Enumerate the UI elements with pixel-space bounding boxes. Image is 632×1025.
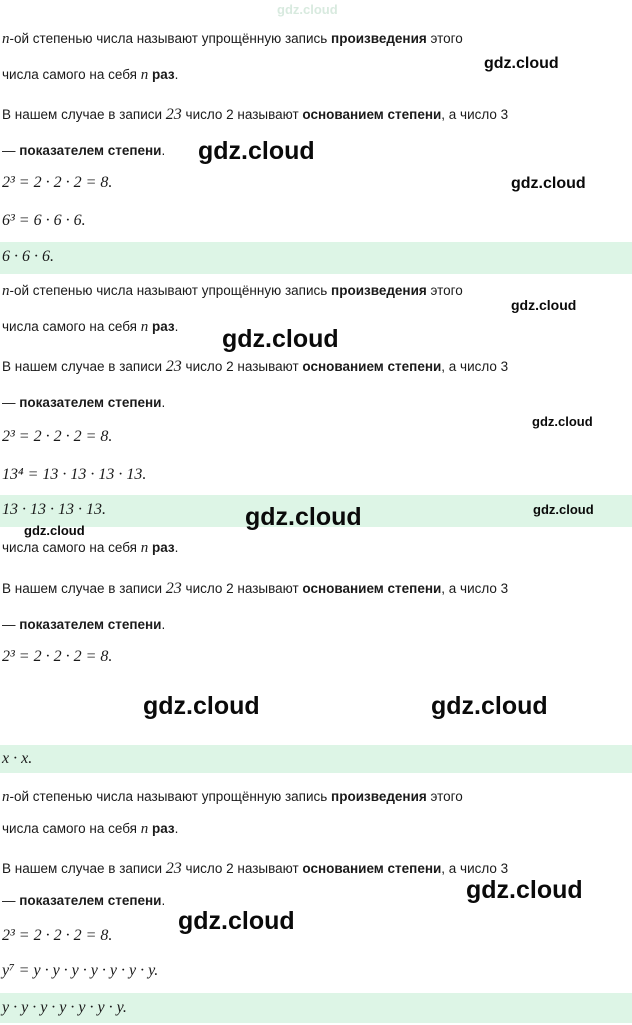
case-text-mid: число 2 называют xyxy=(181,107,303,122)
answer-2: 13 · 13 · 13 · 13. xyxy=(2,501,106,518)
power-expression: 23 xyxy=(165,106,182,123)
watermark-12: gdz.cloud xyxy=(466,876,583,904)
case2-dash: — xyxy=(2,617,20,632)
case-text-pre: В нашем случае в записи xyxy=(2,359,166,374)
case2-post: . xyxy=(161,617,166,632)
definition-line-2-b2 xyxy=(2,312,178,342)
watermark-1: gdz.cloud xyxy=(484,55,559,72)
variable-n: n xyxy=(140,821,149,837)
case2-bold: показателем степени xyxy=(19,617,162,632)
definition2-text-pre: числа самого на себя xyxy=(2,319,141,334)
watermark-13: gdz.cloud xyxy=(178,907,295,935)
power-expression: 23 xyxy=(165,358,182,375)
definition-line-2 xyxy=(2,60,178,90)
answer-4: y · y · y · y · y · y · y. xyxy=(2,999,127,1016)
definition-text-post: этого xyxy=(426,283,463,298)
watermark-2: gdz.cloud xyxy=(198,137,315,165)
definition2-text-post: . xyxy=(174,821,179,836)
definition2-text-pre: числа самого на себя xyxy=(2,821,141,836)
case2-bold: показателем степени xyxy=(19,395,162,410)
case-text-mid: число 2 называют xyxy=(181,581,303,596)
equation-1-1: 2³ = 2 · 2 · 2 = 8. xyxy=(2,174,113,191)
case2-post: . xyxy=(161,893,166,908)
definition2-text-bold: раз xyxy=(151,67,175,82)
definition-text-bold: произведения xyxy=(331,283,427,298)
definition-text-bold: произведения xyxy=(331,789,427,804)
watermark-9: gdz.cloud xyxy=(24,523,85,538)
watermark-7: gdz.cloud xyxy=(533,502,594,517)
definition-line-1-b2 xyxy=(2,276,463,306)
case-text-post: , а число 3 xyxy=(441,861,509,876)
definition-line-2-b3 xyxy=(2,533,178,563)
definition-text-pre: -ой степенью числа называют упрощённую запись xyxy=(9,283,332,298)
definition-text-bold: произведения xyxy=(331,31,427,46)
case2-post: . xyxy=(161,395,166,410)
case2-dash: — xyxy=(2,395,20,410)
power-expression: 23 xyxy=(165,860,182,877)
case-text-post: , а число 3 xyxy=(441,581,509,596)
definition2-text-post: . xyxy=(174,67,179,82)
case2-dash: — xyxy=(2,893,20,908)
case-line-2-b2 xyxy=(2,388,165,418)
definition-line-2-b4 xyxy=(2,814,178,844)
watermark-6: gdz.cloud xyxy=(532,414,593,429)
case-line-2-b4 xyxy=(2,886,165,916)
case-line-1-b4 xyxy=(2,854,508,884)
watermark-5: gdz.cloud xyxy=(222,325,339,353)
variable-n: n xyxy=(2,31,10,47)
definition-text-post: этого xyxy=(426,31,463,46)
variable-n: n xyxy=(140,540,149,556)
case-line-1-b3 xyxy=(2,574,508,604)
answer-band-3 xyxy=(0,745,632,773)
definition2-text-post: . xyxy=(174,319,179,334)
equation-2-2: 13⁴ = 13 · 13 · 13 · 13. xyxy=(2,466,147,483)
case2-bold: показателем степени xyxy=(19,893,162,908)
case-text-mid: число 2 называют xyxy=(181,861,303,876)
definition2-text-bold: раз xyxy=(151,821,175,836)
watermark-11: gdz.cloud xyxy=(431,692,548,720)
variable-n: n xyxy=(2,283,10,299)
equation-4-2: y⁷ = y · y · y · y · y · y · y. xyxy=(2,962,159,979)
definition-text-post: этого xyxy=(426,789,463,804)
watermark-3: gdz.cloud xyxy=(511,175,586,192)
equation-1-2: 6³ = 6 · 6 · 6. xyxy=(2,212,86,229)
watermark-4: gdz.cloud xyxy=(511,297,577,313)
case2-post: . xyxy=(161,143,166,158)
watermark-8: gdz.cloud xyxy=(245,503,362,531)
answer-3: x · x. xyxy=(2,750,33,767)
watermark-0: gdz.cloud xyxy=(277,2,338,17)
answer-band-1 xyxy=(0,242,632,274)
equation-3-1: 2³ = 2 · 2 · 2 = 8. xyxy=(2,648,113,665)
definition-text-pre: -ой степенью числа называют упрощённую запись xyxy=(9,789,332,804)
case-text-post: , а число 3 xyxy=(441,107,509,122)
case-text-post: , а число 3 xyxy=(441,359,509,374)
power-expression: 23 xyxy=(165,580,182,597)
case-line-1-b2 xyxy=(2,352,508,382)
case-text-pre: В нашем случае в записи xyxy=(2,861,166,876)
case2-dash: — xyxy=(2,143,20,158)
equation-2-1: 2³ = 2 · 2 · 2 = 8. xyxy=(2,428,113,445)
case-line-2 xyxy=(2,136,165,166)
variable-n: n xyxy=(140,67,149,83)
case-text-pre: В нашем случае в записи xyxy=(2,581,166,596)
case-text-bold: основанием степени xyxy=(302,359,442,374)
case-text-bold: основанием степени xyxy=(302,581,442,596)
case-text-pre: В нашем случае в записи xyxy=(2,107,166,122)
definition-line-1-b4 xyxy=(2,782,463,812)
case-line-2-b3 xyxy=(2,610,165,640)
definition-text-pre: -ой степенью числа называют упрощённую запись xyxy=(9,31,332,46)
watermark-10: gdz.cloud xyxy=(143,692,260,720)
case-text-mid: число 2 называют xyxy=(181,359,303,374)
definition2-text-post: . xyxy=(174,540,179,555)
case2-bold: показателем степени xyxy=(19,143,162,158)
case-text-bold: основанием степени xyxy=(302,107,442,122)
definition2-text-bold: раз xyxy=(151,319,175,334)
equation-4-1: 2³ = 2 · 2 · 2 = 8. xyxy=(2,927,113,944)
definition2-text-pre: числа самого на себя xyxy=(2,540,141,555)
variable-n: n xyxy=(140,319,149,335)
definition-line-1 xyxy=(2,24,463,54)
definition2-text-bold: раз xyxy=(151,540,175,555)
answer-1: 6 · 6 · 6. xyxy=(2,248,54,265)
case-line-1 xyxy=(2,100,508,130)
case-text-bold: основанием степени xyxy=(302,861,442,876)
definition2-text-pre: числа самого на себя xyxy=(2,67,141,82)
variable-n: n xyxy=(2,789,10,805)
